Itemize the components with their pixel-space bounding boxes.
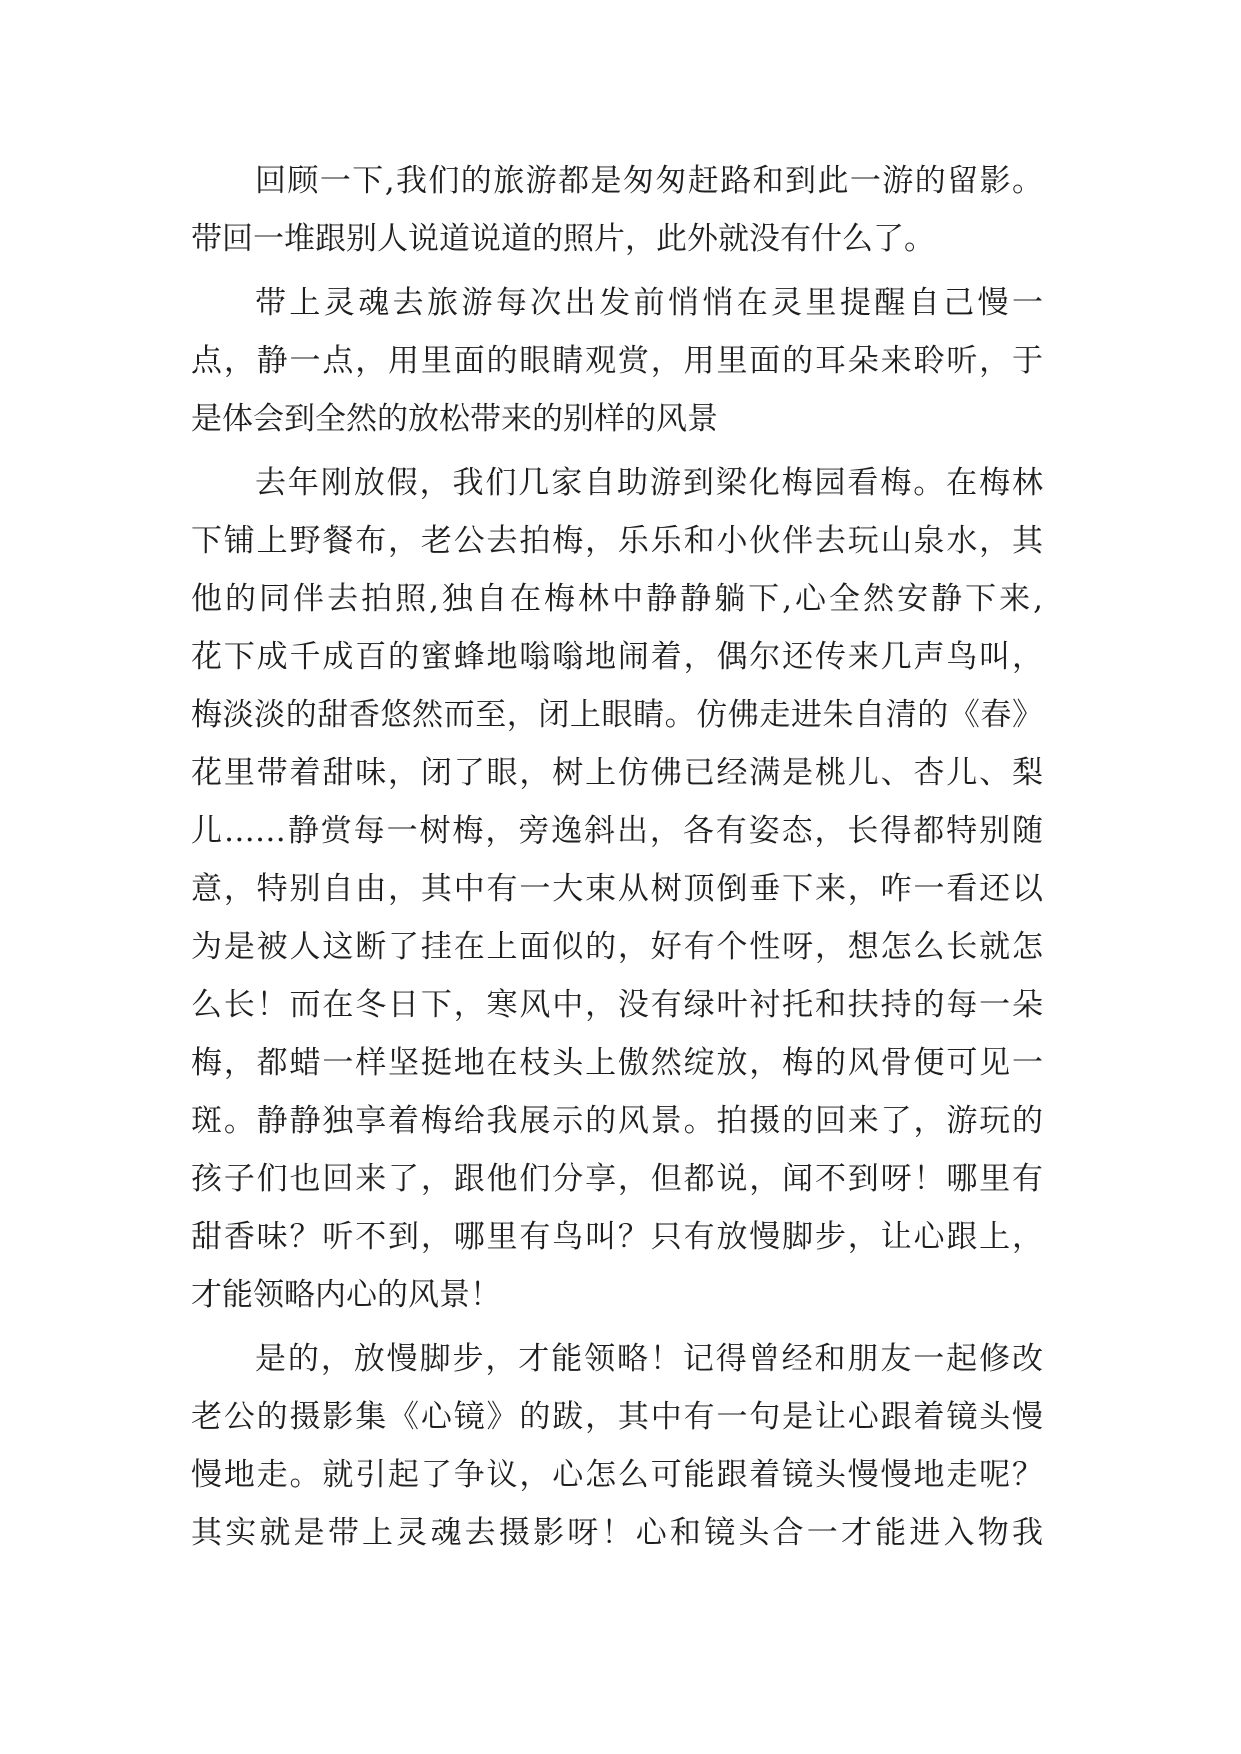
text-line: 点，静一点，用里面的眼睛观赏，用里面的耳朵来聆听，于 xyxy=(191,343,1043,379)
paragraph-1 xyxy=(191,152,1091,268)
text-line: 为是被人这断了挂在上面似的，好有个性呀，想怎么长就怎 xyxy=(191,929,1043,965)
text-line: 斑。静静独享着梅给我展示的风景。拍摄的回来了，游玩的 xyxy=(191,1103,1043,1139)
text-line: 带上灵魂去旅游每次出发前悄悄在灵里提醒自己慢一 xyxy=(255,285,1043,321)
text-line: 慢地走。就引起了争议，心怎么可能跟着镜头慢慢地走呢？ xyxy=(191,1457,1043,1493)
text-line: 他的同伴去拍照,独自在梅林中静静躺下,心全然安静下来, xyxy=(191,581,1043,617)
text-line: 回顾一下,我们的旅游都是匆匆赶路和到此一游的留影。 xyxy=(255,163,1043,199)
text-line: 孩子们也回来了，跟他们分享，但都说，闻不到呀！哪里有 xyxy=(191,1161,1043,1197)
text-line: 花下成千成百的蜜蜂地嗡嗡地闹着，偶尔还传来几声鸟叫， xyxy=(191,639,1043,675)
text-line: 花里带着甜味，闭了眼，树上仿佛已经满是桃儿、杏儿、梨 xyxy=(191,755,1043,791)
text-line: 么长！而在冬日下，寒风中，没有绿叶衬托和扶持的每一朵 xyxy=(191,987,1043,1023)
text-line: 才能领略内心的风景！ xyxy=(191,1277,501,1313)
text-line: 意，特别自由，其中有一大束从树顶倒垂下来，咋一看还以 xyxy=(191,871,1043,907)
text-line: 是的，放慢脚步，才能领略！记得曾经和朋友一起修改 xyxy=(255,1341,1043,1377)
paragraph-4 xyxy=(191,1330,1091,1562)
paragraph-3 xyxy=(191,454,1091,1324)
text-line: 是体会到全然的放松带来的别样的风景 xyxy=(191,401,718,437)
text-line: 去年刚放假，我们几家自助游到梁化梅园看梅。在梅林 xyxy=(255,465,1043,501)
text-line: 下铺上野餐布，老公去拍梅，乐乐和小伙伴去玩山泉水，其 xyxy=(191,523,1043,559)
text-line: 带回一堆跟别人说道说道的照片，此外就没有什么了。 xyxy=(191,221,935,257)
text-line: 梅淡淡的甜香悠然而至，闭上眼睛。仿佛走进朱自清的《春》 xyxy=(191,697,1043,733)
text-line: 梅，都蜡一样坚挺地在枝头上傲然绽放，梅的风骨便可见一 xyxy=(191,1045,1043,1081)
body-text xyxy=(191,152,1091,1562)
text-line: 儿……静赏每一树梅，旁逸斜出，各有姿态，长得都特别随 xyxy=(191,813,1043,849)
text-line: 其实就是带上灵魂去摄影呀！心和镜头合一才能进入物我 xyxy=(191,1515,1043,1551)
text-line: 老公的摄影集《心镜》的跋，其中有一句是让心跟着镜头慢 xyxy=(191,1399,1043,1435)
text-line: 甜香味？听不到，哪里有鸟叫？只有放慢脚步，让心跟上， xyxy=(191,1219,1043,1255)
paragraph-2 xyxy=(191,274,1091,448)
